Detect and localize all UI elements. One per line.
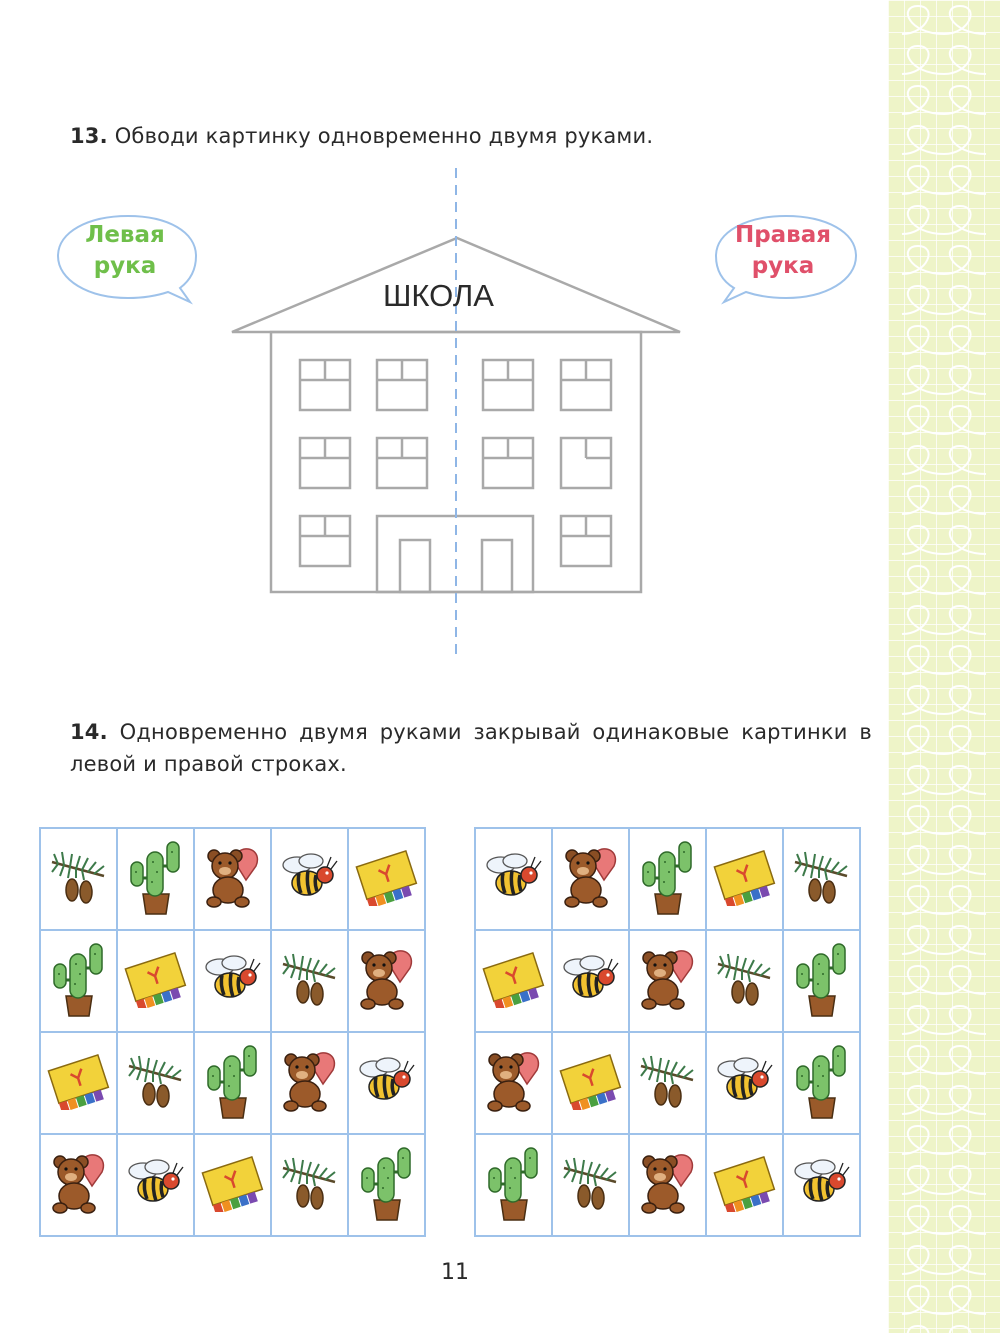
right-grid-row: [475, 828, 860, 930]
right-grid-row: [475, 930, 860, 1032]
pine-branch-icon: [560, 1199, 622, 1218]
teddy-bear-icon: [277, 1099, 343, 1118]
right-grid-cell[interactable]: [475, 930, 552, 1032]
left-grid-row: [40, 828, 425, 930]
cactus-icon: [791, 1105, 853, 1124]
left-grid-cell[interactable]: [194, 1032, 271, 1134]
left-grid-cell[interactable]: [348, 1032, 425, 1134]
left-grid-cell[interactable]: [271, 1134, 348, 1236]
left-hand-bubble: [58, 220, 192, 282]
right-grid-cell[interactable]: [475, 1032, 552, 1134]
cactus-icon: [791, 1003, 853, 1022]
left-grid-row: [40, 930, 425, 1032]
bee-icon: [558, 992, 624, 1011]
right-grid-cell[interactable]: [552, 1032, 629, 1134]
task-13-text: Обводи картинку одновременно двумя руками.: [114, 124, 654, 148]
right-grid-cell[interactable]: [783, 828, 860, 930]
right-hand-label-line2: рука: [751, 253, 815, 279]
cactus-icon: [202, 1105, 264, 1124]
window-row-1: [300, 360, 611, 410]
right-picture-grid: [474, 827, 861, 1237]
bee-icon: [200, 992, 266, 1011]
right-grid-cell[interactable]: [783, 1032, 860, 1134]
left-hand-label-line2: рука: [93, 253, 157, 279]
left-grid-cell[interactable]: [271, 1032, 348, 1134]
pencil-box-icon: [351, 891, 423, 910]
pine-branch-icon: [637, 1097, 699, 1116]
window-row-3: [300, 516, 611, 566]
teddy-bear-icon: [635, 997, 701, 1016]
right-grid-cell[interactable]: [706, 930, 783, 1032]
pencil-box-icon: [709, 1197, 781, 1216]
pencil-box-icon: [555, 1095, 627, 1114]
right-grid-cell[interactable]: [706, 1032, 783, 1134]
left-grid-row: [40, 1134, 425, 1236]
bee-icon: [277, 890, 343, 909]
right-grid-cell[interactable]: [475, 1134, 552, 1236]
decorative-side-strip: [888, 0, 1000, 1333]
cactus-icon: [125, 901, 187, 920]
right-hand-bubble: [716, 220, 850, 282]
pine-branch-icon: [48, 893, 110, 912]
pencil-box-icon: [478, 993, 550, 1012]
bee-icon: [481, 890, 547, 909]
bee-icon: [712, 1094, 778, 1113]
left-grid-cell[interactable]: [40, 930, 117, 1032]
right-grid-cell[interactable]: [629, 1032, 706, 1134]
teddy-bear-icon: [558, 895, 624, 914]
pencil-box-icon: [120, 993, 192, 1012]
task-14-number: 14.: [70, 720, 108, 744]
pencil-box-icon: [43, 1095, 115, 1114]
right-hand-label-line1: Правая: [734, 222, 832, 248]
right-grid-cell[interactable]: [629, 1134, 706, 1236]
pine-branch-icon: [279, 995, 341, 1014]
left-grid-cell[interactable]: [348, 828, 425, 930]
left-grid-cell[interactable]: [40, 1032, 117, 1134]
cactus-icon: [483, 1207, 545, 1226]
bee-icon: [354, 1094, 420, 1113]
left-grid-cell[interactable]: [117, 1032, 194, 1134]
right-grid-cell[interactable]: [783, 1134, 860, 1236]
pine-branch-icon: [279, 1199, 341, 1218]
pine-branch-icon: [125, 1097, 187, 1116]
left-grid-cell[interactable]: [348, 930, 425, 1032]
task-14-instruction: [70, 716, 872, 780]
left-grid-cell[interactable]: [271, 828, 348, 930]
bee-icon: [123, 1196, 189, 1215]
left-grid-cell[interactable]: [117, 930, 194, 1032]
left-picture-grid: [39, 827, 426, 1237]
cactus-icon: [356, 1207, 418, 1226]
teddy-bear-icon: [200, 895, 266, 914]
right-grid-cell[interactable]: [706, 1134, 783, 1236]
right-grid-cell[interactable]: [706, 828, 783, 930]
task-13-number: 13.: [70, 124, 108, 148]
task-14-text: Одновременно двумя руками закрывай одинаковые картинки в левой и правой строках.: [70, 720, 872, 776]
pencil-box-icon: [709, 891, 781, 910]
side-strip-pattern: [888, 0, 1000, 1333]
cactus-icon: [637, 901, 699, 920]
teddy-bear-icon: [354, 997, 420, 1016]
right-grid-cell[interactable]: [552, 828, 629, 930]
right-grid-cell[interactable]: [629, 828, 706, 930]
school-sign: ШКОЛА: [383, 278, 494, 313]
right-grid-cell[interactable]: [629, 930, 706, 1032]
pine-branch-icon: [714, 995, 776, 1014]
right-grid-cell[interactable]: [783, 930, 860, 1032]
left-grid-cell[interactable]: [117, 828, 194, 930]
pencil-box-icon: [197, 1197, 269, 1216]
right-grid-row: [475, 1032, 860, 1134]
left-grid-cell[interactable]: [194, 1134, 271, 1236]
pine-branch-icon: [791, 893, 853, 912]
cactus-icon: [48, 1003, 110, 1022]
right-grid-row: [475, 1134, 860, 1236]
left-grid-cell[interactable]: [40, 1134, 117, 1236]
page-number: 11: [441, 1260, 469, 1285]
teddy-bear-icon: [635, 1201, 701, 1220]
left-grid-cell[interactable]: [271, 930, 348, 1032]
left-grid-row: [40, 1032, 425, 1134]
right-grid-cell[interactable]: [475, 828, 552, 930]
bee-icon: [789, 1196, 855, 1215]
teddy-bear-icon: [46, 1201, 112, 1220]
left-door: [400, 540, 430, 592]
left-hand-label-line1: Левая: [85, 222, 165, 248]
left-grid-cell[interactable]: [117, 1134, 194, 1236]
right-door: [482, 540, 512, 592]
task-13-instruction: [70, 120, 830, 152]
right-grid-cell[interactable]: [552, 1134, 629, 1236]
teddy-bear-icon: [481, 1099, 547, 1118]
right-grid-cell[interactable]: [552, 930, 629, 1032]
left-grid-cell[interactable]: [40, 828, 117, 930]
left-grid-cell[interactable]: [348, 1134, 425, 1236]
left-grid-cell[interactable]: [194, 828, 271, 930]
school-house-drawing: [220, 160, 700, 670]
left-grid-cell[interactable]: [194, 930, 271, 1032]
